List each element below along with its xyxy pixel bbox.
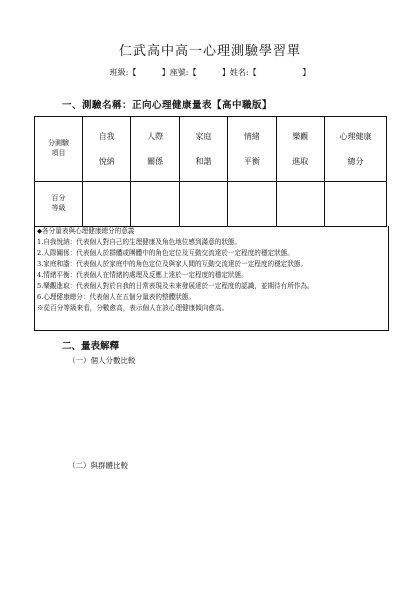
legend-item: 3.家庭和諧：代表個人於家庭中的角色定位及與家人間的互動交流達於一定程度的穩定狀態。 xyxy=(37,260,308,268)
column-header-bottom: 進取 xyxy=(292,156,309,166)
corner-header-cell xyxy=(35,117,83,182)
corner-header-line2: 項目 xyxy=(51,149,66,157)
column-header-self-acceptance xyxy=(83,117,131,182)
legend-item: 5.樂觀進取：代表個人對於自我的日常表現及未來發展達於一定程度的認識，並期待有所作為。 xyxy=(37,282,314,290)
percentile-header-line2: 等級 xyxy=(51,204,66,212)
percentile-row-header xyxy=(35,182,83,227)
score-cell[interactable] xyxy=(83,182,131,227)
section-1-heading: 一、測驗名稱：正向心理健康量表【高中職版】 xyxy=(62,100,273,111)
column-header-total-score xyxy=(325,117,387,182)
score-cell[interactable] xyxy=(276,182,324,227)
percentile-header-line1: 百分 xyxy=(51,194,66,203)
scale-meaning-legend xyxy=(34,226,389,331)
section-2-heading: 二、量表解釋 xyxy=(62,341,120,352)
column-header-top: 自我 xyxy=(98,132,115,142)
table-header-row xyxy=(35,117,387,182)
legend-item: 2.人際關係：代表個人於群體或團體中的角色定位及互動交流達於一定程度的穩定狀態。 xyxy=(37,249,294,257)
score-cell[interactable] xyxy=(228,182,276,227)
score-cell[interactable] xyxy=(325,182,387,227)
column-header-bottom: 和諧 xyxy=(195,156,212,166)
column-header-interpersonal xyxy=(131,117,179,182)
legend-item: 1.自我悅納：代表個人對自己的生理健康及角色地位感到滿意的狀態。 xyxy=(37,238,242,246)
column-header-bottom: 悅納 xyxy=(98,156,115,166)
score-cell[interactable] xyxy=(131,182,179,227)
percentile-row xyxy=(35,182,387,227)
legend-note: ※從百分等級來看，分數愈高，表示個人在該心理健康傾向愈高。 xyxy=(37,304,229,312)
column-header-top: 人際 xyxy=(147,132,164,142)
column-header-bottom: 平衡 xyxy=(243,156,260,166)
legend-item: 4.情緒平衡：代表個人在情緒的處理及反應上達於一定程度的穩定狀態。 xyxy=(37,271,248,279)
score-table xyxy=(34,116,387,227)
student-info-line: 班級:【 】座號:【 】姓名:【 】 xyxy=(109,68,311,77)
column-header-top: 家庭 xyxy=(195,132,212,142)
column-header-bottom: 總分 xyxy=(347,156,364,166)
column-header-top: 情緒 xyxy=(243,132,260,142)
legend-item: 6.心理健康總分：代表個人在五個分量表的整體狀態。 xyxy=(37,293,195,301)
legend-heading: ◆各分量表與心理健康總分的意義 xyxy=(37,227,135,235)
column-header-top: 心理健康 xyxy=(339,132,372,142)
column-header-bottom: 關係 xyxy=(147,156,164,166)
document-title: 仁武高中高一心理測驗學習單 xyxy=(118,44,301,59)
corner-header-line1: 分測驗 xyxy=(48,139,69,148)
column-header-optimism xyxy=(276,117,324,182)
subsection-group-comparison: （二）與群體比較 xyxy=(68,461,128,470)
subsection-personal-comparison: （一）個人分數比較 xyxy=(68,356,136,365)
column-header-top: 樂觀 xyxy=(292,132,309,142)
score-cell[interactable] xyxy=(179,182,227,227)
column-header-emotional-balance xyxy=(228,117,276,182)
column-header-family-harmony xyxy=(179,117,227,182)
